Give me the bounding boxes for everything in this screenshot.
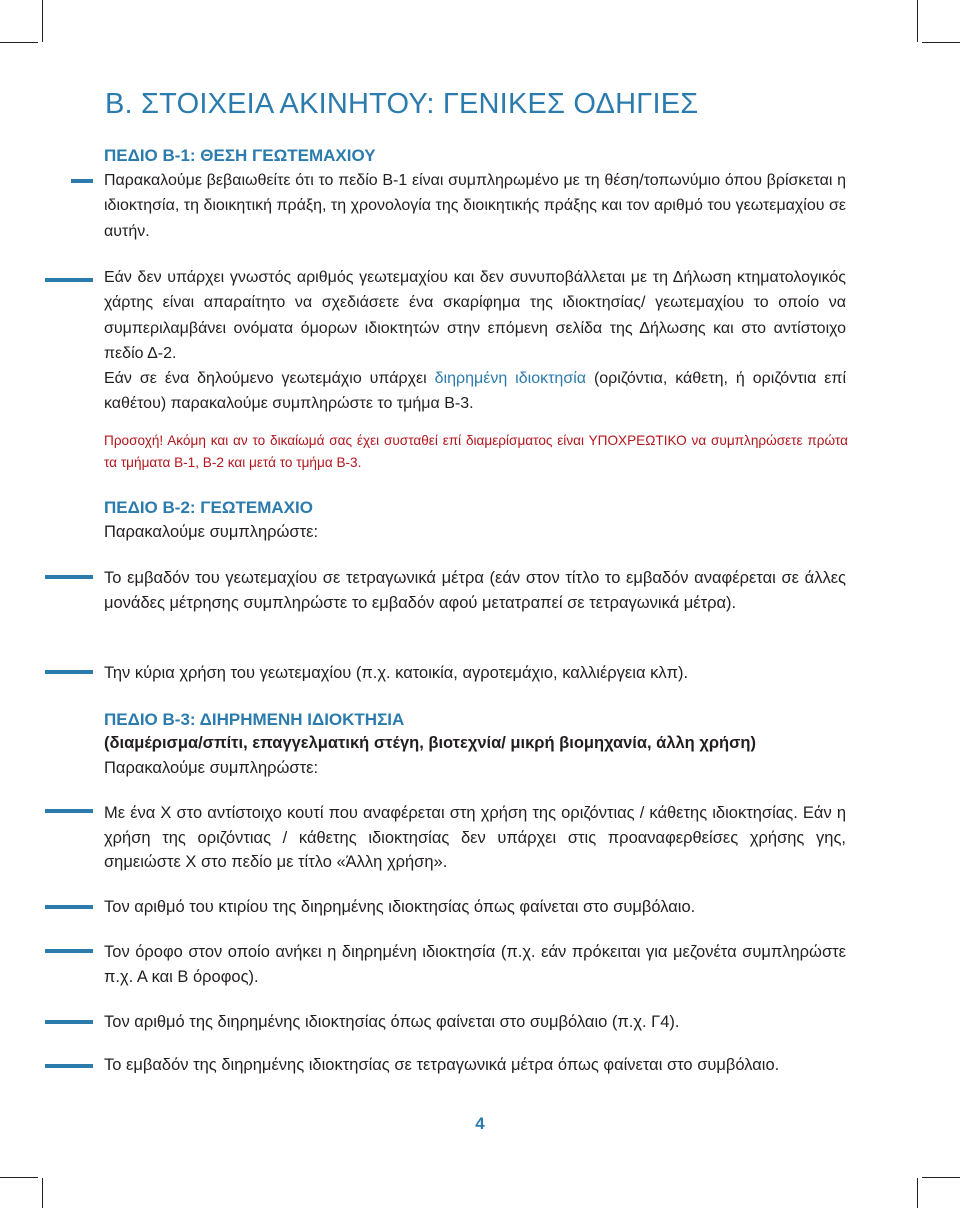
section-b2-heading: ΠΕΔΙΟ Β-2: ΓΕΩΤΕΜΑΧΙΟ	[104, 498, 313, 517]
crop-mark	[922, 42, 960, 43]
crop-mark	[0, 1177, 38, 1178]
bullet-bar	[45, 670, 93, 674]
highlight-term: διηρημένη ιδιοκτησία	[434, 370, 586, 387]
bullet-bar	[45, 905, 93, 909]
text-run: Εάν σε ένα δηλούμενο γεωτεμάχιο υπάρχει	[104, 370, 435, 387]
bullet-bar	[71, 179, 93, 183]
crop-mark	[42, 0, 43, 42]
b3-intro: Παρακαλούμε συμπληρώστε:	[104, 759, 319, 777]
page-number: 4	[475, 1114, 485, 1133]
b3-item-property-area: Το εμβαδόν της διηρημένης ιδιοκτησίας σε τετραγωνικά μέτρα όπως φαίνεται στο συμβόλαιο.	[104, 1056, 780, 1074]
crop-mark	[917, 1178, 918, 1208]
b3-item-floor: Τον όροφο στον οποίο ανήκει η διηρημένη ιδιοκτησία (π.χ. εάν πρόκειται για μεζονέτα συμπληρώστε π.χ. Α και Β όροφος).	[104, 943, 846, 986]
bullet-bar	[45, 278, 93, 282]
section-b1-heading: ΠΕΔΙΟ Β-1: ΘΕΣΗ ΓΕΩΤΕΜΑΧΙΟΥ	[104, 146, 376, 165]
b3-item-property-number: Τον αριθμό της διηρημένης ιδιοκτησίας όπως φαίνεται στο συμβόλαιο (π.χ. Γ4).	[104, 1013, 680, 1031]
b3-item-use-type: Με ένα Χ στο αντίστοιχο κουτί που αναφέρεται στη χρήση της οριζόντιας / κάθετης ιδιοκτησίας. Εάν η χρήση της οριζόντιας / κάθετης ιδιοκτησίας δεν υπάρχει στις προαναφερθείσες χρήσης γης, σημειώστε Χ στο πεδίο με τίτλο «Άλλη χρήση».	[104, 804, 846, 871]
b2-item-use: Την κύρια χρήση του γεωτεμαχίου (π.χ. κατοικία, αγροτεμάχιο, καλλιέργεια κλπ).	[104, 664, 689, 682]
warning-note: Προσοχή! Ακόμη και αν το δικαίωμά σας έχει συσταθεί επί διαμερίσματος είναι ΥΠΟΧΡΕΩΤΙΚΟ να συμπληρώσετε πρώτα τα τμήματα Β-1, Β-2 και μετά το τμήμα Β-3.	[104, 433, 848, 470]
crop-mark	[922, 1177, 960, 1178]
text-run: (οριζόντια, κάθετη, ή οριζόντια επί καθέτου) παρακαλούμε συμπληρώστε το τμήμα Β-3.	[104, 370, 846, 413]
b1-paragraph-location: Παρακαλούμε βεβαιωθείτε ότι το πεδίο Β-1 είναι συμπληρωμένο με τη θέση/τοπωνύμιο όπου βρίσκεται η ιδιοκτησία, τη διοικητική πράξη, τη χρονολογία της διοικητικής πράξης και τον αριθμό του γεωτεμαχίου σε αυτήν.	[104, 172, 846, 240]
bullet-bar	[45, 809, 93, 813]
bullet-bar	[45, 1020, 93, 1024]
b1-paragraph-divided	[104, 366, 846, 417]
b2-intro: Παρακαλούμε συμπληρώστε:	[104, 523, 319, 541]
section-b3-heading: ΠΕΔΙΟ Β-3: ΔΙΗΡΗΜΕΝΗ ΙΔΙΟΚΤΗΣΙΑ	[104, 710, 405, 729]
crop-mark	[0, 42, 38, 43]
b3-item-building-number: Τον αριθμό του κτιρίου της διηρημένης ιδιοκτησίας όπως φαίνεται στο συμβόλαιο.	[104, 898, 696, 916]
crop-mark	[917, 0, 918, 42]
b1-paragraph-sketch: Εάν δεν υπάρχει γνωστός αριθμός γεωτεμαχίου και δεν συνυποβάλλεται με τη Δήλωση κτηματολογικός χάρτης είναι απαραίτητο να σχεδιάσετε ένα σκαρίφημα της ιδιοκτησίας/ γεωτεμαχίου το οποίο να συμπεριλαμβάνει ονόματα όμορων ιδιοκτητών στην επόμενη σελίδα της Δήλωσης και στο αντίστοιχο πεδίο Δ-2.	[104, 269, 846, 363]
bullet-bar	[45, 1064, 93, 1068]
b2-item-area: Το εμβαδόν του γεωτεμαχίου σε τετραγωνικά μέτρα (εάν στον τίτλο το εμβαδόν αναφέρεται σε άλλες μονάδες μέτρησης συμπληρώστε το εμβαδόν αφού μετατραπεί σε τετραγωνικά μέτρα).	[104, 569, 846, 612]
bullet-bar	[45, 949, 93, 953]
page-title: B. ΣΤΟΙΧΕΙΑ ΑΚΙΝΗΤΟΥ: ΓΕΝΙΚΕΣ ΟΔΗΓΙΕΣ	[105, 88, 699, 120]
b3-subheading: (διαμέρισμα/σπίτι, επαγγελματική στέγη, βιοτεχνία/ μικρή βιομηχανία, άλλη χρήση)	[104, 734, 756, 752]
crop-mark	[42, 1178, 43, 1208]
bullet-bar	[45, 575, 93, 579]
